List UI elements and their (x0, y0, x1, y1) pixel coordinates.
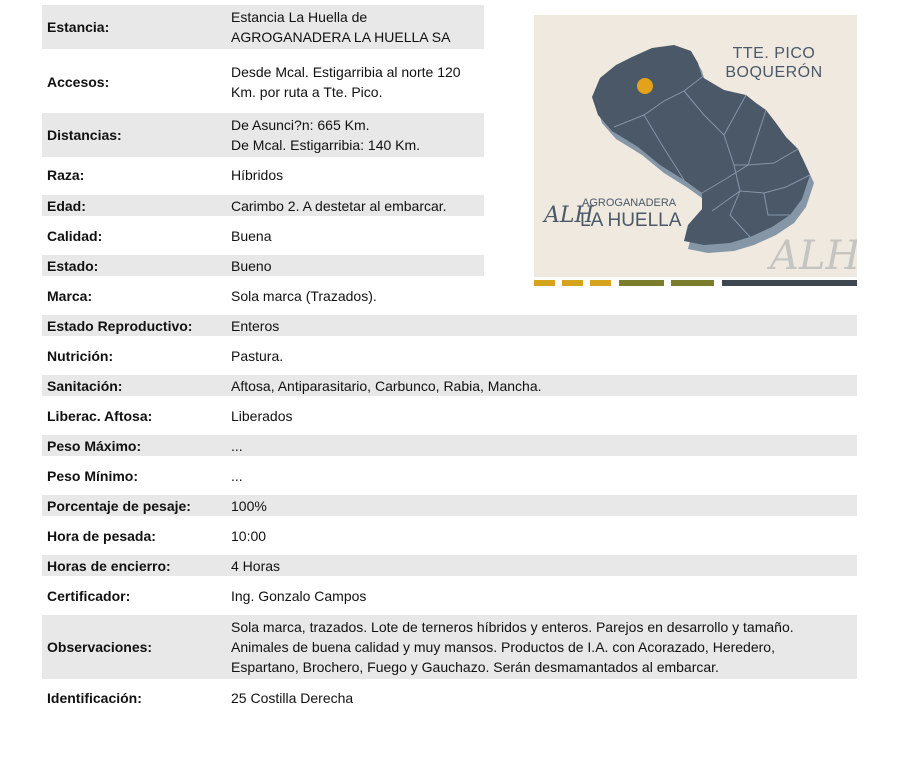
field-value-line: Km. por ruta a Tte. Pico. (231, 83, 383, 100)
field-value-line: Buena (231, 227, 272, 244)
table-row (42, 465, 857, 486)
field-value-line: Sola marca (Trazados). (231, 287, 377, 304)
brand-name-top: AGROGANADERA (582, 197, 677, 209)
field-value-line: AGROGANADERA LA HUELLA SA (231, 29, 451, 45)
field-value (231, 435, 243, 456)
field-value-line: Liberados (231, 407, 293, 424)
field-value (231, 195, 447, 216)
field-value-line: Sola marca, trazados. Lote de terneros híbridos y enteros. Parejos en desarrollo y tamaño. (231, 619, 794, 635)
field-value (231, 165, 283, 185)
field-value-line: Pastura. (231, 347, 284, 364)
table-row (42, 495, 857, 516)
field-value (231, 555, 280, 576)
field-label: Horas de encierro: (47, 557, 171, 574)
table-row (42, 375, 857, 396)
field-value-line: Estancia La Huella de (231, 9, 368, 25)
field-value (231, 225, 271, 246)
agroganadera-la-huella-logo (534, 15, 857, 286)
field-label: Distancias: (47, 127, 122, 143)
brand-name-main: LA HUELLA (580, 210, 682, 231)
table-row (42, 225, 484, 246)
table-row (42, 405, 857, 426)
field-value-line: 10:00 (231, 527, 267, 544)
watermark-monogram: ALH (770, 233, 857, 279)
field-value-line: 25 Costilla Derecha (231, 689, 354, 706)
field-value-line: Bueno (231, 257, 272, 274)
place-name-line1: TTE. PICO (732, 45, 816, 62)
field-value (231, 687, 353, 708)
table-row (42, 585, 857, 606)
location-marker (637, 78, 653, 94)
field-label: Calidad: (47, 227, 103, 244)
field-value-line: 4 Horas (231, 557, 281, 574)
place-name-line2: BOQUERÓN (725, 64, 823, 81)
field-label: Peso Máximo: (47, 437, 142, 454)
field-label: Edad: (47, 197, 86, 214)
field-value-line: ... (231, 437, 243, 454)
field-label: Certificador: (47, 587, 131, 604)
field-label: Accesos: (47, 73, 110, 90)
field-label: Peso Mínimo: (47, 467, 139, 484)
field-value-line: Espartano, Brochero, Fuego y Gauchazo. Serán desmamantados al embarcar. (231, 659, 719, 675)
table-row (42, 615, 857, 679)
field-value (231, 405, 293, 426)
field-value-line: Ing. Gonzalo Campos (231, 587, 367, 604)
field-label: Identificación: (47, 689, 142, 706)
field-label: Porcentaje de pesaje: (47, 497, 191, 514)
field-value (231, 113, 420, 157)
field-label: Hora de pesada: (47, 527, 156, 544)
brand-monogram: ALH (544, 203, 594, 228)
field-label: Observaciones: (47, 639, 153, 655)
field-value-line: De Mcal. Estigarribia: 140 Km. (231, 137, 421, 153)
field-value-line: Carimbo 2. A destetar al embarcar. (231, 197, 447, 214)
field-value (231, 50, 461, 113)
field-value-line: Animales de buena calidad y muy mansos. Productos de I.A. con Acorazado, Heredero, (231, 639, 775, 655)
table-row (42, 315, 857, 336)
field-value-line: Desde Mcal. Estigarribia al norte 120 (231, 63, 461, 80)
field-value-line: 100% (231, 497, 267, 514)
table-row (42, 345, 857, 366)
field-value (231, 615, 794, 679)
table-row (42, 285, 857, 306)
field-value-line: Enteros (231, 317, 280, 334)
field-value-line: De Asunci?n: 665 Km. (231, 117, 370, 133)
table-row (42, 195, 484, 216)
table-row (42, 687, 857, 708)
field-value-line: Aftosa, Antiparasitario, Carbunco, Rabia, Mancha. (231, 377, 542, 394)
field-value (231, 585, 366, 606)
field-label: Marca: (47, 287, 93, 304)
logo-graphic (534, 15, 857, 286)
field-value (231, 345, 283, 366)
table-row (42, 435, 857, 456)
field-value (231, 525, 266, 546)
field-value (231, 495, 267, 516)
field-value (231, 5, 450, 49)
field-label: Estado: (47, 257, 99, 274)
field-value (231, 465, 243, 486)
field-label: Sanitación: (47, 377, 123, 394)
field-value-line: ... (231, 467, 243, 484)
table-row (42, 5, 484, 49)
field-label: Raza: (47, 167, 85, 183)
field-value (231, 285, 377, 306)
table-row (42, 255, 484, 276)
table-row (42, 113, 484, 157)
field-value (231, 315, 279, 336)
field-label: Liberac. Aftosa: (47, 407, 153, 424)
field-value-line: Híbridos (231, 167, 284, 183)
field-label: Estado Reproductivo: (47, 317, 193, 334)
table-row (42, 525, 857, 546)
table-row (42, 50, 484, 113)
field-label: Estancia: (47, 19, 110, 35)
field-value (231, 375, 542, 396)
field-label: Nutrición: (47, 347, 114, 364)
field-value (231, 255, 271, 276)
table-row (42, 165, 484, 185)
table-row (42, 555, 857, 576)
